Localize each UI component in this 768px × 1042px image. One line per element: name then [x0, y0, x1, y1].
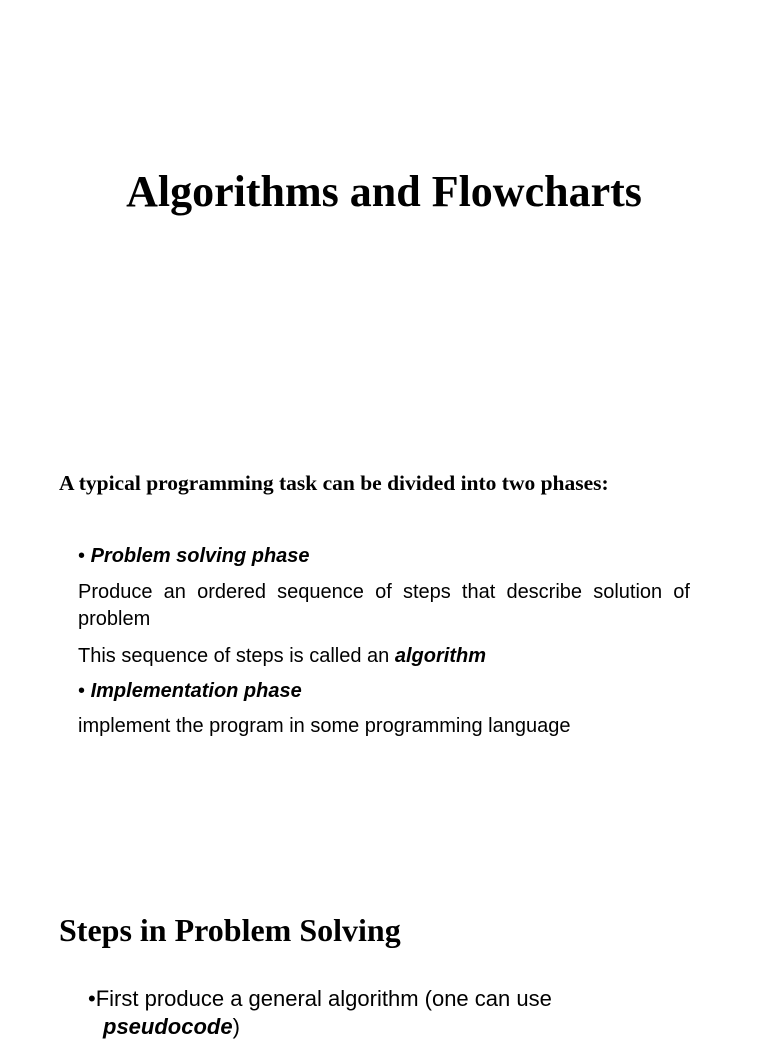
bullet-glyph: •	[88, 986, 96, 1011]
pseudocode-term: pseudocode	[103, 1014, 233, 1039]
steps-heading: Steps in Problem Solving	[59, 912, 401, 948]
algorithm-definition-prefix: This sequence of steps is called an	[78, 645, 395, 667]
slide-title: Algorithms and Flowcharts	[126, 167, 642, 216]
phase-label-problem-solving: Problem solving phase	[90, 545, 310, 567]
step-1-text: First produce a general algorithm (one can use	[95, 986, 552, 1011]
step-item-1	[88, 984, 552, 1014]
algorithm-definition	[78, 643, 690, 670]
bullet-glyph: •	[78, 545, 86, 567]
phase-label-implementation: Implementation phase	[90, 680, 302, 702]
step-1-continued-end: )	[232, 1014, 240, 1039]
algorithm-term: algorithm	[394, 645, 486, 667]
bullet-problem-solving	[78, 543, 690, 570]
phase-description-problem-solving: Produce an ordered sequence of steps that describe solution of problem	[78, 581, 690, 630]
step-item-1-continued	[103, 1012, 240, 1042]
bullet-glyph: •	[78, 680, 86, 702]
phase-description-implementation: implement the program in some programming language	[78, 715, 571, 737]
bullet-implementation	[78, 678, 690, 705]
intro-heading: A typical programming task can be divided into two phases:	[59, 471, 609, 495]
